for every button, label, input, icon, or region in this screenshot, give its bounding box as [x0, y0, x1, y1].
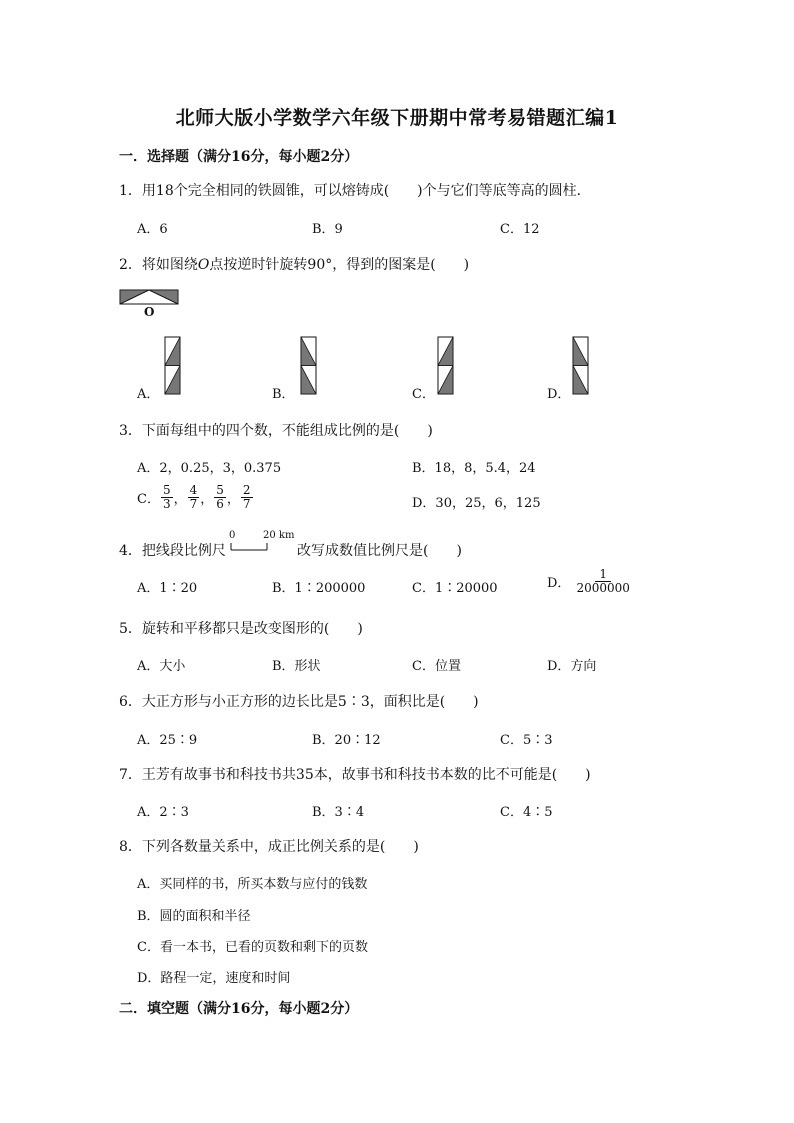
q2-stem-a: 2．将如图绕: [119, 257, 198, 273]
q5-option-d[interactable]: D．方向: [547, 659, 597, 674]
q4-scale-end: 20 km: [263, 530, 295, 541]
q3-fraction-2: $\frac{4}{7}$: [189, 483, 198, 511]
question-3: 3．下面每组中的四个数，不能组成比例的是( ): [119, 423, 433, 439]
q7-option-c[interactable]: C．4∶5: [500, 805, 553, 820]
q3-option-c-label: C．: [137, 492, 160, 507]
q1-option-b[interactable]: B．9: [312, 222, 343, 237]
q8-option-b[interactable]: B．圆的面积和半径: [137, 909, 251, 924]
question-8: 8．下列各数量关系中，成正比例关系的是( ): [119, 839, 419, 855]
q2-option-d[interactable]: D．: [547, 387, 571, 402]
q2-option-c[interactable]: C．: [412, 387, 435, 402]
question-5: 5．旋转和平移都只是改变图形的( ): [119, 621, 363, 637]
q3-option-a[interactable]: A．2，0.25，3，0.375: [137, 461, 282, 476]
q7-option-a[interactable]: A．2∶3: [137, 805, 189, 820]
q4-scale-bar: [229, 542, 271, 552]
section-heading-choice: 一．选择题（满分16分，每小题2分）: [119, 149, 359, 165]
question-4-stem-b: 改写成数值比例尺是( ): [297, 543, 462, 559]
q4-scale-start: 0: [229, 530, 236, 541]
q2-stem-b: 点按逆时针旋转90°，得到的图案是( ): [209, 257, 470, 273]
q4-option-c[interactable]: C．1∶20000: [412, 581, 498, 596]
question-4-stem-a: 4．把线段比例尺: [119, 543, 226, 559]
q4-option-d[interactable]: [547, 568, 633, 595]
page-title: 北师大版小学数学六年级下册期中常考易错题汇编1: [175, 107, 619, 129]
q4-option-a[interactable]: A．1∶20: [137, 581, 198, 596]
q5-option-a[interactable]: A．大小: [137, 659, 186, 674]
question-1: 1．用18个完全相同的铁圆锥，可以熔铸成( )个与它们等底等高的圆柱．: [119, 183, 591, 199]
q4-option-d-label: D．: [547, 576, 571, 591]
q4-option-b[interactable]: B．1∶200000: [272, 581, 366, 596]
q3-option-b[interactable]: B．18，8，5.4，24: [412, 461, 536, 476]
question-2: [119, 254, 469, 274]
q5-option-b[interactable]: B．形状: [272, 659, 321, 674]
q6-option-c[interactable]: C．5∶3: [500, 733, 553, 748]
q8-option-c[interactable]: C．看一本书，已看的页数和剩下的页数: [137, 940, 368, 955]
q3-fraction-3: $\frac{5}{6}$: [216, 483, 224, 511]
q8-option-a[interactable]: A．买同样的书，所买本数与应付的钱数: [137, 877, 368, 892]
q2-option-a-figure: [164, 336, 182, 396]
q2-option-b-figure: [300, 336, 318, 396]
q5-option-c[interactable]: C．位置: [412, 659, 461, 674]
q2-figure-o-label: O: [144, 305, 155, 319]
q8-option-d[interactable]: D．路程一定，速度和时间: [137, 971, 291, 986]
q1-option-c[interactable]: C．12: [500, 222, 540, 237]
q6-option-b[interactable]: B．20∶12: [312, 733, 381, 748]
q2-option-d-figure: [572, 336, 590, 396]
q2-option-c-figure: [437, 336, 455, 396]
q4-option-d-fraction: $\frac{1}{2000000}$: [576, 567, 630, 595]
q2-option-a[interactable]: A．: [137, 387, 160, 402]
question-6: 6．大正方形与小正方形的边长比是5∶3，面积比是( ): [119, 694, 479, 710]
q3-option-c[interactable]: [137, 484, 254, 511]
q2-option-b[interactable]: B．: [272, 387, 295, 402]
q3-separator: ，: [226, 492, 240, 507]
q1-option-a[interactable]: A．6: [137, 222, 168, 237]
q3-separator: ，: [200, 492, 214, 507]
q3-separator: ，: [173, 492, 187, 507]
q3-option-d[interactable]: D．30，25，6，125: [412, 496, 541, 511]
q6-option-a[interactable]: A．25∶9: [137, 733, 198, 748]
question-7: 7．王芳有故事书和科技书共35本，故事书和科技书本数的比不可能是( ): [119, 767, 591, 783]
q3-fraction-1: $\frac{5}{3}$: [162, 483, 171, 511]
section-heading-fill-in: 二．填空题（满分16分，每小题2分）: [119, 1001, 359, 1017]
q2-stem-o: O: [197, 257, 210, 273]
q3-fraction-4: $\frac{2}{7}$: [242, 483, 251, 511]
q7-option-b[interactable]: B．3∶4: [312, 805, 365, 820]
